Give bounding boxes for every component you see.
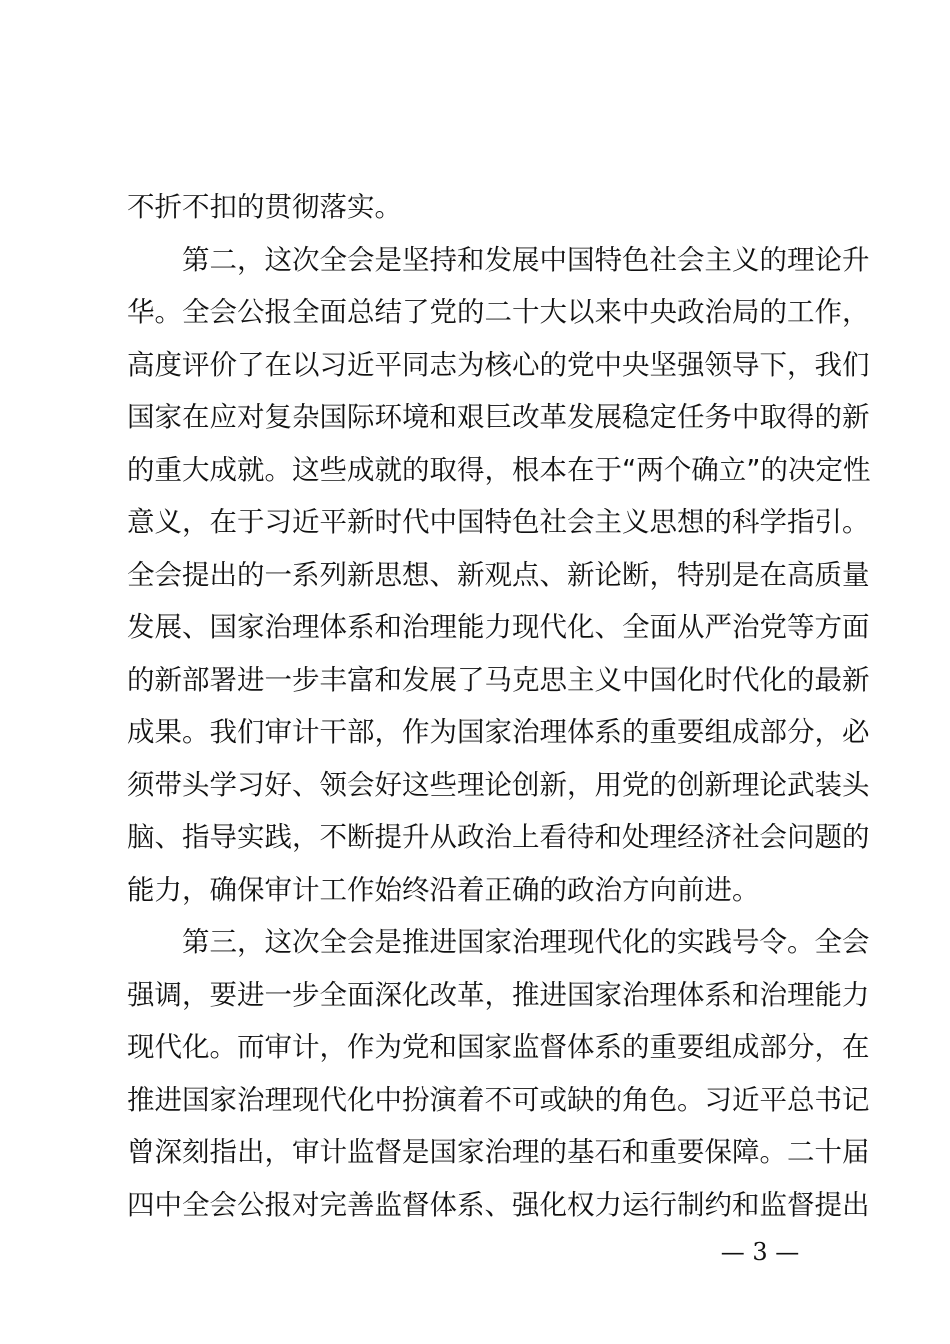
text-line: 脑、指导实践，不断提升从政治上看待和处理经济社会问题的 xyxy=(127,821,870,853)
text-line: 华。全会公报全面总结了党的二十大以来中央政治局的工作， xyxy=(127,296,870,328)
text-line: 全会提出的一系列新思想、新观点、新论断，特别是在高质量 xyxy=(127,558,870,591)
text-line: 高度评价了在以习近平同志为核心的党中央坚强领导下，我们 xyxy=(127,348,870,381)
text-line: 现代化。而审计，作为党和国家监督体系的重要组成部分，在 xyxy=(127,1031,870,1063)
body-text xyxy=(127,181,871,1231)
page-number: — 3 — xyxy=(720,1238,800,1266)
text-line: 的新部署进一步丰富和发展了马克思主义中国化时代化的最新 xyxy=(127,663,870,696)
text-line: 国家在应对复杂国际环境和艰巨改革发展稳定任务中取得的新 xyxy=(127,401,870,433)
text-line: 的重大成就。这些成就的取得，根本在于“两个确立”的决定性 xyxy=(127,453,871,486)
text-line: 成果。我们审计干部，作为国家治理体系的重要组成部分，必 xyxy=(127,716,870,748)
text-line: 意义，在于习近平新时代中国特色社会主义思想的科学指引。 xyxy=(127,506,870,538)
text-line: 发展、国家治理体系和治理能力现代化、全面从严治党等方面 xyxy=(127,611,870,643)
text-line: 不折不扣的贯彻落实。 xyxy=(127,191,402,223)
text-line: 第三，这次全会是推进国家治理现代化的实践号令。全会 xyxy=(127,926,870,958)
text-line: 须带头学习好、领会好这些理论创新，用党的创新理论武装头 xyxy=(127,768,870,801)
text-line: 强调，要进一步全面深化改革，推进国家治理体系和治理能力 xyxy=(127,978,870,1011)
text-line: 第二，这次全会是坚持和发展中国特色社会主义的理论升 xyxy=(127,243,870,276)
text-line: 曾深刻指出，审计监督是国家治理的基石和重要保障。二十届 xyxy=(127,1136,870,1168)
text-line: 能力，确保审计工作始终沿着正确的政治方向前进。 xyxy=(127,873,760,906)
text-line: 推进国家治理现代化中扮演着不可或缺的角色。习近平总书记 xyxy=(127,1083,870,1116)
text-line: 四中全会公报对完善监督体系、强化权力运行制约和监督提出 xyxy=(127,1188,870,1221)
